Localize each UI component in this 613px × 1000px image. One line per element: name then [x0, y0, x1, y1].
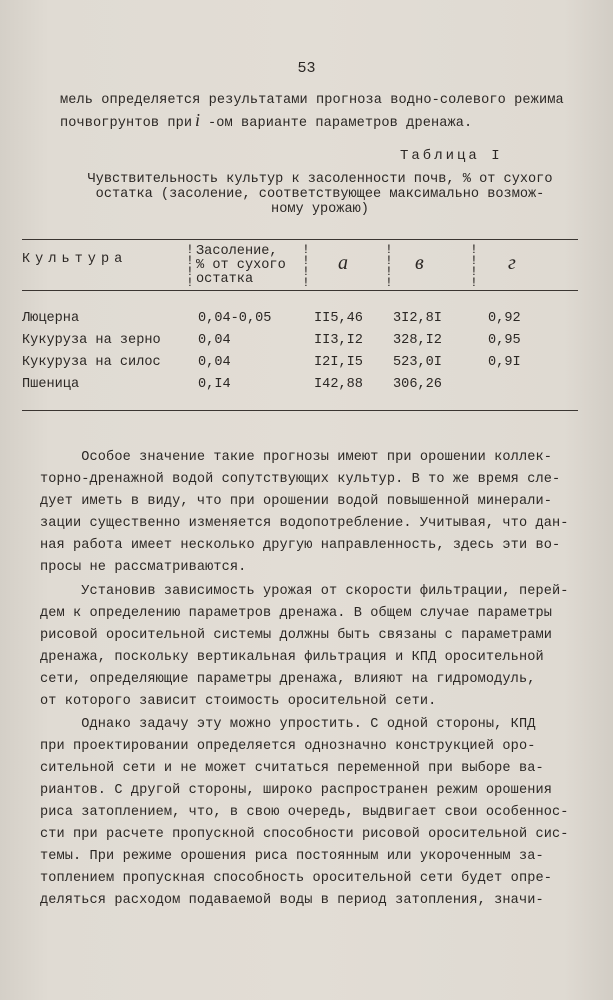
intro-line-2b: -ом варианте параметров дренажа.	[208, 116, 473, 131]
row-2-b: 328,I2	[393, 333, 442, 348]
body-line-17: риса затоплением, что, в свою очередь, выдвигает свои особеннос-	[40, 805, 569, 820]
row-3-g: 0,9I	[488, 355, 521, 370]
header-a: a	[338, 252, 348, 274]
row-4-salinity: 0,I4	[198, 377, 231, 392]
body-line-14: при проектировании определяется однозначно конструкцией оро-	[40, 739, 536, 754]
body-line-10: дренажа, поскольку вертикальная фильтрация и КПД оросительной	[40, 650, 544, 665]
body-line-8: дем к определению параметров дренажа. В общем случае параметры	[40, 606, 552, 621]
table-caption-line-1: Чувствительность культур к засоленности почв, % от сухого	[87, 172, 553, 187]
body-line-7: Установив зависимость урожая от скорости фильтрации, перей-	[40, 584, 569, 599]
header-separator-3: ! ! ! !	[385, 242, 393, 290]
body-line-21: деляться расходом подаваемой воды в период затопления, значи-	[40, 893, 544, 908]
body-line-13: Однако задачу эту можно упростить. С одной стороны, КПД	[40, 717, 536, 732]
body-line-20: топлением пропускная способность оросительной сети будет опре-	[40, 871, 552, 886]
row-2-culture: Кукуруза на зерно	[22, 333, 161, 348]
row-2-a: II3,I2	[314, 333, 363, 348]
row-3-salinity: 0,04	[198, 355, 231, 370]
row-3-b: 523,0I	[393, 355, 442, 370]
body-line-16: риантов. С другой стороны, широко распространен режим орошения	[40, 783, 552, 798]
body-line-19: темы. При режиме орошения риса постоянным или укороченным за-	[40, 849, 544, 864]
body-line-3: дует иметь в виду, что при орошении водой повышенной минерали-	[40, 494, 552, 509]
row-1-g: 0,92	[488, 311, 521, 326]
table-label: Таблица I	[400, 148, 503, 164]
body-line-12: от которого зависит стоимость оросительной сети.	[40, 694, 437, 709]
row-1-salinity: 0,04-0,05	[198, 311, 272, 326]
header-separator-1: ! ! ! !	[186, 242, 194, 290]
intro-line-1: мель определяется результатами прогноза водно-солевого режима	[60, 93, 564, 108]
page-number: 53	[297, 60, 316, 77]
row-2-salinity: 0,04	[198, 333, 231, 348]
header-g: г	[508, 252, 516, 274]
intro-variable: i	[195, 110, 201, 130]
row-1-culture: Люцерна	[22, 311, 80, 326]
body-line-4: зации существенно изменяется водопотребление. Учитывая, что дан-	[40, 516, 569, 531]
row-1-b: 3I2,8I	[393, 311, 442, 326]
row-3-a: I2I,I5	[314, 355, 363, 370]
row-4-a: I42,88	[314, 377, 363, 392]
table-bottom-rule	[22, 410, 578, 411]
header-salinity-line-3: остатка	[196, 272, 254, 287]
header-salinity-line-1: Засоление,	[196, 244, 278, 259]
header-separator-2: ! ! ! !	[302, 242, 310, 290]
row-4-b: 306,26	[393, 377, 442, 392]
body-line-5: ная работа имеет несколько другую направленность, здесь эти во-	[40, 538, 561, 553]
row-2-g: 0,95	[488, 333, 521, 348]
intro-line-2a: почвогрунтов при	[60, 116, 193, 131]
header-culture: Культура	[22, 252, 128, 267]
body-line-2: торно-дренажной водой сопутствующих культур. В то же время сле-	[40, 472, 561, 487]
table-caption-line-2: остатка (засоление, соответствующее максимально возмож-	[95, 187, 545, 202]
row-4-culture: Пшеница	[22, 377, 80, 392]
table-top-rule	[22, 239, 578, 240]
header-separator-4: ! ! ! !	[470, 242, 478, 290]
table-header-rule	[22, 290, 578, 291]
row-1-a: II5,46	[314, 311, 363, 326]
body-line-6: просы не рассматриваются.	[40, 560, 247, 575]
body-line-18: сти при расчете пропускной способности рисовой оросительной сис-	[40, 827, 569, 842]
body-line-1: Особое значение такие прогнозы имеют при орошении коллек-	[40, 450, 552, 465]
header-salinity-line-2: % от сухого	[196, 258, 286, 273]
row-3-culture: Кукуруза на силос	[22, 355, 161, 370]
body-line-15: сительной сети и не может считаться переменной при выборе ва-	[40, 761, 544, 776]
body-line-9: рисовой оросительной системы должны быть связаны с параметрами	[40, 628, 552, 643]
body-line-11: сети, определяющие параметры дренажа, влияют на гидромодуль,	[40, 672, 536, 687]
table-caption-line-3: ному урожаю)	[271, 202, 369, 217]
header-b: в	[415, 252, 424, 274]
